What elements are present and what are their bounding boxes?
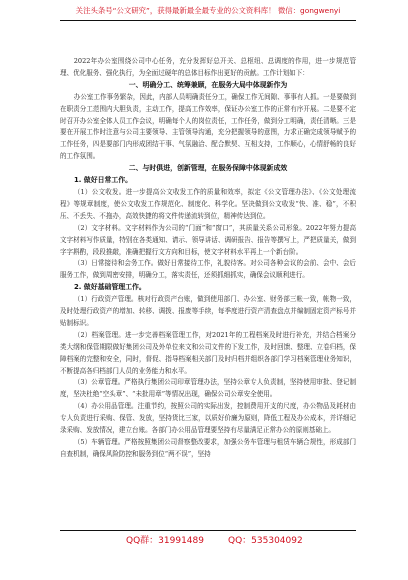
item-written-materials: （2）文字材料。文字材料作为公司的“门面”和“窗口”，其质量关系公司形象。2022年努力提高文字材料写作质量，特别在各类通知、请示、领导讲话、调研报告、报告等撰写上，严把质量关，做到字字斟酌，段段推敲，准确把握行文方向和目标，使文字材料水平再上一个新台阶。 [60, 223, 356, 256]
document-body [60, 56, 356, 461]
promo-banner: 关注头条号“公文研究”，获得最新最全最专业的公文资料库！ 微信：gongwenyi [75, 6, 341, 15]
section-1-heading: 一、明确分工、统筹兼顾，在服务大局中体现新作为 [128, 80, 288, 89]
subsection-2-2-heading: 2. 做好基础管理工作。 [74, 283, 146, 292]
intro-paragraph: 2022年办公室围绕公司中心任务，充分发挥好总开关、总枢纽、总调度的作用，进一步规范管理、优化服务、强化执行，为全面过硬年的总体目标作出更好的贡献。工作计划如下： [60, 57, 356, 77]
item-reception-meetings: （3）日常接待和会务工作。做好日常接待工作，礼貌待客。对公司各种会议的会前、会中、会后服务工作，做到周密安排，明确分工，落实责任，还须抓细抓实，确保会议顺利进行。 [60, 259, 356, 280]
footer [60, 534, 356, 548]
footer-divider [60, 530, 356, 531]
section-1-paragraph: 办公室工作事务繁杂，因此，内部人员明确责任分工，确保工作无间隙、事事有人抓。一是要做到在职责分工范围内大胆负责，主动工作，提高工作效率，保证办公室工作的正常有序开展。二是要不定时召开办公室全体人员工作会议，明确每个人的岗位责任，工作任务，做到分工明确，责任清晰。三是要在开展工作时注意与公司主要领导、主管领导沟通，充分把握领导的意图，力求正确完成领导赋予的工作任务，四是要部门内形成团结干事、气氛融洽、配合默契、互相支持，工作顺心，心情舒畅的良好的工作氛围。 [60, 92, 356, 161]
section-2-heading: 二、与时俱进，创新管理，在服务保障中体现新成效 [128, 164, 288, 173]
item-asset-management: （1）行政资产管理。核对行政资产台账，做到使用部门、办公室、财务部三帐一致，帐物一致，及时处理行政资产的增加、转移、调拨、报废等手续，每季度进行资产清查盘点并编制固定资产标号并贴制标识。 [60, 295, 356, 327]
qq-group-label: QQ群：31991489 [126, 536, 204, 546]
item-office-supplies: （4）办公用品管理。注重节约，按照公司的实际出发，控制费用开支的尺度，办公物品及耗材由专人负责进行采购、保管、发放，坚持货比三家，以质好价廉为原则，降低工程及办公成本，并详细记录采购、发放情况，建立台账。各部门办公用品管理要坚持有尽量满足正常办公的原则基础上。 [60, 402, 356, 435]
header-divider [60, 20, 356, 21]
item-seal-management: （3）公章管理。严格执行集团公司印章管理办法，坚持公章专人负责制，坚持使用审批、登记制度，坚决杜绝“空头章”、“未批用章”等情况出现，确保公司公章安全使用。 [60, 378, 356, 399]
subsection-2-1-heading: 1. 做好日常工作。 [74, 176, 133, 185]
item-document-handling: （1）公文收发。进一步提高公文收发工作的质量和效率，拟定《公文管理办法》、《公文处理流程》等规章制度，使公文收发工作规范化、制度化、科学化。坚决做到公文收发“快、准、稳”，不积压、不丢失、不拖办，高效快捷的将文件传递流转到位，精神传达到位。 [60, 187, 356, 220]
item-archive-management: （2）档案管理。进一步完善档案管理工作，对2021年的工程档案及时进行补充，并结合档案分类大纲和保管期限做好集团公司及外单位来文和公司文件的下发工作，及时回馈、整理、立卷归档，保障档案的完整和安全，同时，督促、指导档案相关部门及时归档并组织各部门学习档案管理业务知识，不断提高各归档部门人员的业务能力和水平。 [60, 330, 356, 375]
item-vehicle-management: （5）车辆管理。严格按照集团公司督察整改要求，加强公务车管理与租赁车辆合规性，形成部门自查机制，确保风险防控和服务到位“两不误”，坚持 [60, 438, 356, 458]
qq-contact-label: QQ：535304092 [228, 536, 303, 546]
